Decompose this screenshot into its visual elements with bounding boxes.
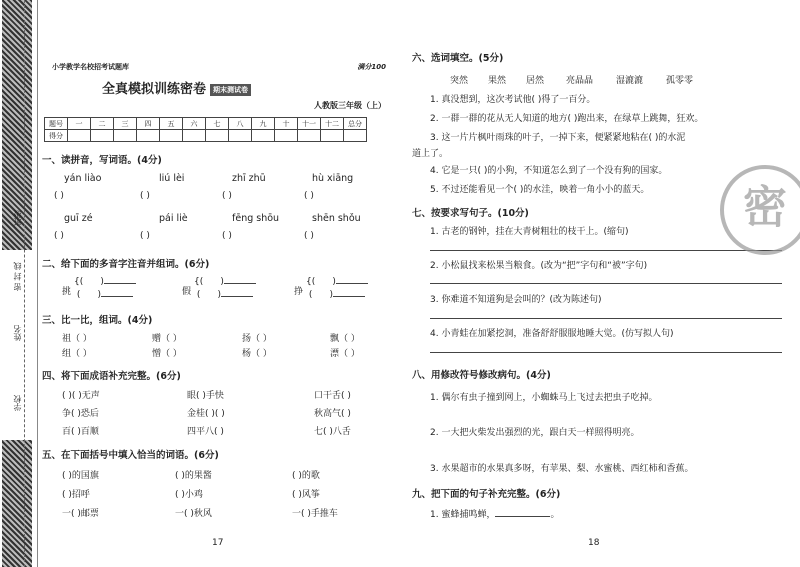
page-left: [42, 0, 394, 567]
idiom-item[interactable]: 眼( )手快: [187, 391, 224, 401]
seal-line: [24, 0, 25, 567]
score-table: [44, 117, 367, 142]
binding-label-class: 班级: [13, 210, 22, 226]
compare-item[interactable]: 组（ ）: [62, 349, 92, 359]
question-item: 3. 你难道不知道狗是会叫的？(改为陈述句): [430, 295, 602, 305]
fill-item[interactable]: ( )的歌: [292, 471, 320, 481]
compare-item[interactable]: 扬（ ）: [242, 334, 272, 344]
question-item[interactable]: 3. 水果超市的水果真多呀，有苹果、梨、水蜜桃、西红柿和香蕉。: [430, 464, 694, 474]
answer-blank[interactable]: ( ): [222, 231, 232, 241]
score-header-cell: 六: [183, 118, 206, 130]
title-tag: 期末测试卷: [210, 84, 251, 96]
score-header-cell: 十: [275, 118, 298, 130]
score-header-cell: 十二: [321, 118, 344, 130]
fill-item[interactable]: ( )风筝: [292, 490, 320, 500]
polyphone-char: 假: [182, 287, 192, 297]
score-header-cell: 四: [137, 118, 160, 130]
question-item[interactable]: 1. 蜜蜂捕鸣蝉， 。: [430, 510, 560, 520]
score-header-cell: 十一: [298, 118, 321, 130]
score-table-header: [45, 118, 367, 130]
answer-blank[interactable]: ( ): [54, 191, 64, 201]
score-cell[interactable]: [114, 130, 137, 142]
score-header-cell: 七: [206, 118, 229, 130]
pinyin-7: fēng shōu: [232, 213, 280, 224]
section-9-title: 九、把下面的句子补充完整。(6分): [412, 489, 561, 500]
sentence-start: 1. 蜜蜂捕鸣蝉，: [430, 510, 496, 520]
question-item[interactable]: 2. 一群一群的花从无人知道的地方( )跑出来，在绿草上跳舞，狂欢。: [430, 114, 704, 124]
question-item: 4. 小青蛙在加紧挖洞，准备舒舒服服地睡大觉。(仿写拟人句): [430, 329, 674, 339]
idiom-item[interactable]: 口干舌( ): [314, 391, 351, 401]
page-title: [102, 78, 251, 97]
word-option: 居然: [526, 76, 545, 86]
binding-strip: [0, 0, 38, 567]
word-option: 湿漉漉: [616, 76, 644, 86]
binding-pattern-bottom: [2, 440, 32, 567]
score-header-cell: 五: [160, 118, 183, 130]
page-number-right: 18: [588, 538, 600, 548]
grade-label: 人教版三年级（上）: [314, 101, 386, 110]
binding-label-school: 学校: [13, 395, 22, 411]
score-header-cell: 九: [252, 118, 275, 130]
polyphone-char: 挣: [294, 287, 304, 297]
score-header-cell: 总分: [344, 118, 367, 130]
question-item: 2. 小松鼠找来松果当粮食。(改为“把”字句和“被”字句): [430, 261, 648, 271]
pinyin-8: shēn shǒu: [312, 213, 361, 224]
polyphone-char: 挑: [62, 287, 72, 297]
fill-item[interactable]: ( )的果酱: [175, 471, 212, 481]
fill-item[interactable]: ( )的国旗: [62, 471, 99, 481]
answer-blank[interactable]: ( ): [222, 191, 232, 201]
fill-item[interactable]: ( )小鸡: [175, 490, 203, 500]
score-header-cell: 二: [91, 118, 114, 130]
binding-label-name: 姓名: [13, 325, 22, 341]
answer-line[interactable]: [430, 283, 782, 284]
score-cell[interactable]: [229, 130, 252, 142]
score-cell[interactable]: [275, 130, 298, 142]
compare-item[interactable]: 飘（ ）: [330, 334, 360, 344]
polyphone-answer[interactable]: ( ): [306, 290, 365, 300]
fill-item[interactable]: ( )招呼: [62, 490, 90, 500]
score-header-cell: 三: [114, 118, 137, 130]
idiom-item[interactable]: 金桂( )( ): [187, 409, 225, 419]
score-table-values: [45, 130, 367, 142]
section-2-title: 二、给下面的多音字注音并组词。(6分): [42, 259, 210, 270]
word-option: 孤零零: [666, 76, 694, 86]
section-4-title: 四、将下面成语补充完整。(6分): [42, 371, 181, 382]
answer-line[interactable]: [430, 250, 782, 251]
pinyin-3: zhī zhū: [232, 173, 266, 184]
section-5-title: 五、在下面括号中填入恰当的词语。(6分): [42, 450, 219, 461]
idiom-item[interactable]: 争( )恐后: [62, 409, 99, 419]
total-score: 满分100: [357, 63, 386, 71]
section-1-title: 一、读拼音，写词语。(4分): [42, 155, 162, 166]
fill-item[interactable]: 一( )手推车: [292, 509, 338, 519]
score-header-cell: 一: [68, 118, 91, 130]
word-option: 突然: [450, 76, 469, 86]
score-cell[interactable]: [68, 130, 91, 142]
word-option: 果然: [488, 76, 507, 86]
section-8-title: 八、用修改符号修改病句。(4分): [412, 370, 551, 381]
answer-blank[interactable]: ( ): [140, 191, 150, 201]
fill-item[interactable]: 一( )秋风: [175, 509, 212, 519]
publisher: 小学教学名校招考试题库: [52, 63, 129, 71]
title-text: 全真模拟训练密卷: [102, 82, 207, 97]
pinyin-4: hù xiāng: [312, 173, 354, 184]
compare-item[interactable]: 杨（ ）: [242, 349, 272, 359]
question-item: 道上了。: [412, 149, 449, 159]
polyphone-answer[interactable]: ( ): [194, 290, 253, 300]
score-row-label: 得分: [45, 130, 68, 142]
pinyin-2: liú lèi: [159, 173, 185, 184]
question-item[interactable]: 1. 偶尔有虫子撞到网上，小蜘蛛马上飞过去把虫子吃掉。: [430, 393, 658, 403]
score-cell[interactable]: [183, 130, 206, 142]
confidential-stamp: 密: [720, 165, 800, 255]
score-cell[interactable]: [321, 130, 344, 142]
compare-item[interactable]: 憎（ ）: [152, 349, 182, 359]
word-option: 亮晶晶: [566, 76, 594, 86]
page-right: [412, 0, 792, 567]
question-item: 1. 古老的钢钟，挂在大青树粗壮的枝干上。(缩句): [430, 227, 629, 237]
score-header-cell: 八: [229, 118, 252, 130]
section-6-title: 六、选词填空。(5分): [412, 53, 504, 64]
answer-blank[interactable]: ( ): [54, 231, 64, 241]
binding-edge: [37, 0, 38, 567]
question-item[interactable]: 1. 真没想到，这次考试他( )得了一百分。: [430, 95, 596, 105]
score-cell[interactable]: [160, 130, 183, 142]
pinyin-5: guī zé: [64, 213, 93, 224]
section-3-title: 三、比一比，组词。(4分): [42, 315, 153, 326]
idiom-item[interactable]: ( )( )无声: [62, 391, 100, 401]
idiom-item[interactable]: 秋高气( ): [314, 409, 351, 419]
score-header-cell: 题号: [45, 118, 68, 130]
score-cell[interactable]: [344, 130, 367, 142]
score-cell[interactable]: [252, 130, 275, 142]
compare-item[interactable]: 祖（ ）: [62, 334, 92, 344]
page-number-left: 17: [212, 538, 224, 548]
binding-label-seal: 密 封 线: [13, 262, 22, 292]
answer-blank[interactable]: ( ): [140, 231, 150, 241]
question-item[interactable]: 3. 这一片片枫叶雨珠的叶子，一掉下来，便紧紧地粘在( )的水泥: [430, 133, 686, 143]
polyphone-answer[interactable]: {( ): [194, 277, 256, 287]
idiom-item[interactable]: 四平八( ): [187, 427, 224, 437]
polyphone-answer[interactable]: {( ): [306, 277, 368, 287]
answer-line[interactable]: [430, 352, 782, 353]
score-cell[interactable]: [298, 130, 321, 142]
answer-line[interactable]: [430, 318, 782, 319]
idiom-item[interactable]: 百( )百顺: [62, 427, 99, 437]
polyphone-answer[interactable]: {( ): [74, 277, 136, 287]
polyphone-answer[interactable]: ( ): [74, 290, 133, 300]
score-cell[interactable]: [137, 130, 160, 142]
question-item[interactable]: 4. 它是一只( )的小狗，不知道怎么到了一个没有狗的国家。: [430, 166, 668, 176]
compare-item[interactable]: 赠（ ）: [152, 334, 182, 344]
pinyin-1: yán liào: [64, 173, 102, 184]
question-item[interactable]: 2. 一大把火柴发出强烈的光，跟白天一样照得明亮。: [430, 428, 640, 438]
pinyin-6: pái liè: [159, 213, 188, 224]
question-item[interactable]: 5. 不过还能看见一个( )的水洼，映着一角小小的蓝天。: [430, 185, 650, 195]
idiom-item[interactable]: 七( )八舌: [314, 427, 351, 437]
answer-blank[interactable]: ( ): [304, 231, 314, 241]
answer-blank[interactable]: ( ): [304, 191, 314, 201]
score-cell[interactable]: [91, 130, 114, 142]
compare-item[interactable]: 漂（ ）: [330, 349, 360, 359]
score-cell[interactable]: [206, 130, 229, 142]
section-7-title: 七、按要求写句子。(10分): [412, 208, 529, 219]
fill-item[interactable]: 一( )邮票: [62, 509, 99, 519]
